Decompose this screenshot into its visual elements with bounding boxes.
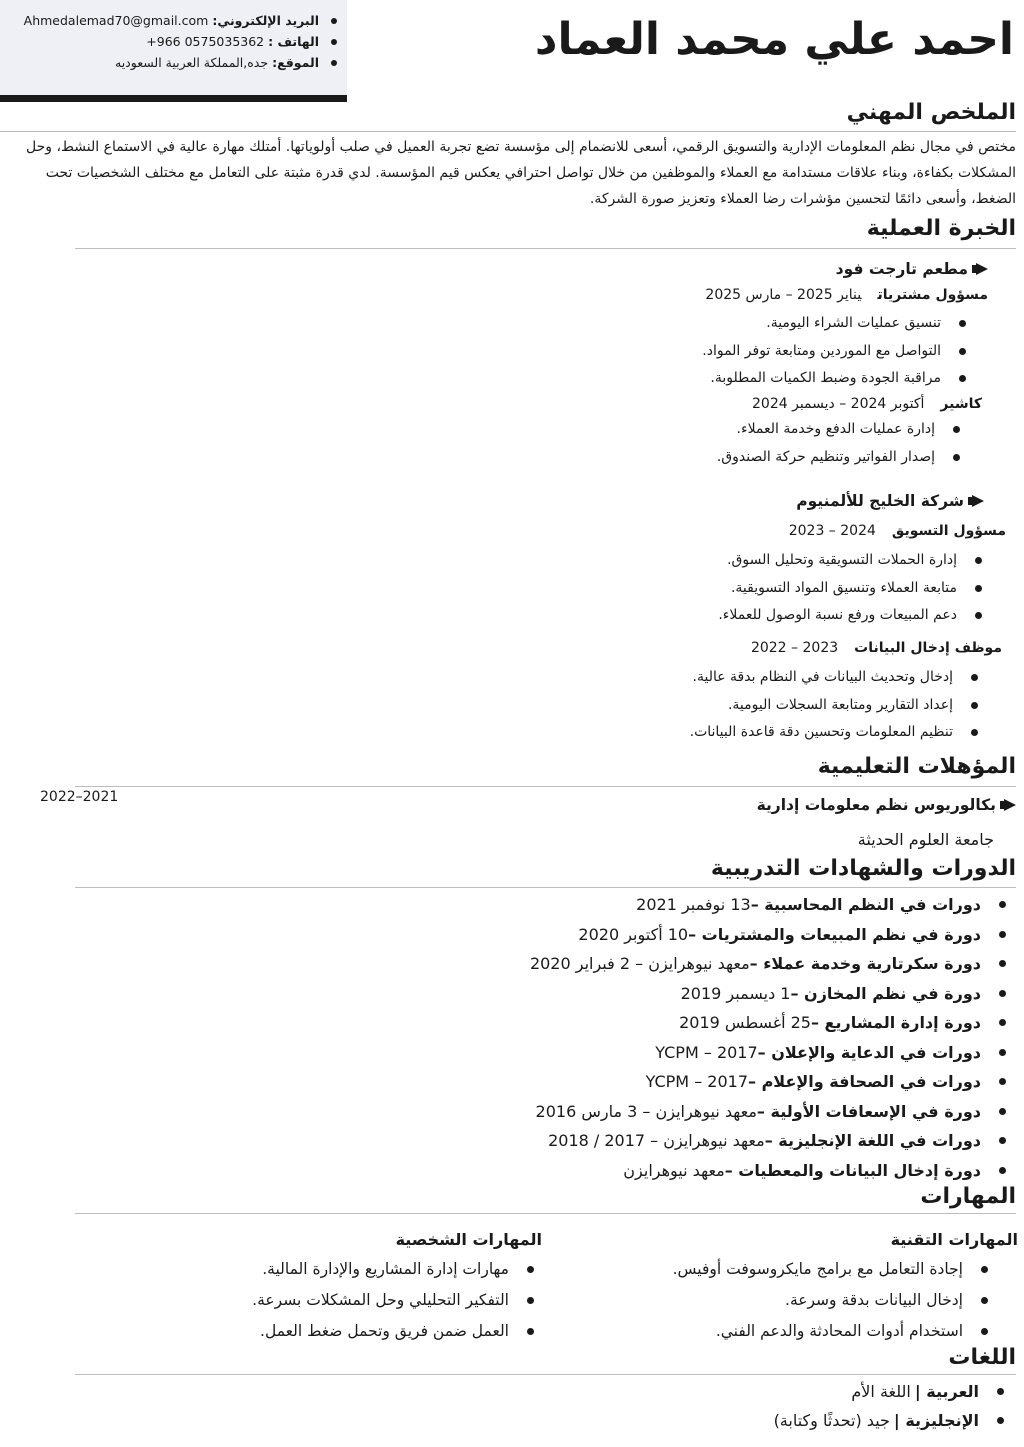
bullet-icon — [999, 901, 1006, 908]
education-rule — [75, 786, 1016, 787]
list-item: إدخال البيانات بدقة وسرعة. — [673, 1285, 988, 1316]
list-item: دورة سكرتارية وخدمة عملاء – معهد نيوهرايزن – 2 فبراير 2020 — [530, 949, 1006, 979]
list-item: التفكير التحليلي وحل المشكلات بسرعة. — [252, 1285, 534, 1316]
bullet-icon — [999, 931, 1006, 938]
personal-skills-title: المهارات الشخصية — [395, 1230, 542, 1249]
bullet-icon — [999, 960, 1006, 967]
role-period: يناير 2025 – مارس 2025 — [705, 287, 862, 303]
list-item: تنسيق عمليات الشراء اليومية. — [702, 310, 966, 338]
languages-rule — [75, 1374, 1016, 1375]
role-duties — [690, 664, 978, 747]
role-period: أكتوبر 2024 – ديسمبر 2024 — [752, 396, 925, 412]
role-line — [705, 287, 988, 303]
list-item: إدخال وتحديث البيانات في النظام بدقة عالية. — [690, 664, 978, 692]
phone-value[interactable]: +966 0575035362 — [146, 34, 265, 49]
role-title: مسؤول مشتريات — [877, 287, 988, 303]
languages-list — [774, 1377, 1004, 1435]
list-item: استخدام أدوات المحادثة والدعم الفني. — [673, 1316, 988, 1347]
bullet-icon — [971, 674, 978, 681]
bullet-icon — [999, 1108, 1006, 1115]
school-name: جامعة العلوم الحديثة — [857, 830, 994, 849]
location-label: الموقع: — [272, 55, 319, 70]
bullet-icon — [999, 1078, 1006, 1085]
bullet-icon — [997, 1417, 1004, 1424]
list-item: دورات في اللغة الإنجليزية – معهد نيوهرايزن – 2017 / 2018 — [530, 1126, 1006, 1156]
degree-name: بكالوريوس نظم معلومات إدارية — [757, 796, 1016, 814]
bullet-icon — [981, 1297, 988, 1304]
education-title: المؤهلات التعليمية — [817, 754, 1016, 779]
list-item: إصدار الفواتير وتنظيم حركة الصندوق. — [717, 444, 960, 472]
bullet-icon — [975, 557, 982, 564]
courses-list — [530, 890, 1006, 1185]
bullet-icon — [999, 1049, 1006, 1056]
flag-icon — [976, 263, 988, 275]
list-item: العمل ضمن فريق وتحمل ضغط العمل. — [252, 1316, 534, 1347]
courses-rule — [75, 887, 1016, 888]
bullet-icon — [999, 990, 1006, 997]
summary-title: الملخص المهني — [846, 100, 1016, 125]
role-duties — [717, 416, 960, 471]
bullet-icon — [981, 1266, 988, 1273]
role-period: 2024 – 2023 — [788, 523, 876, 539]
list-item: إدارة الحملات التسويقية وتحليل السوق. — [718, 547, 982, 575]
bullet-icon — [527, 1328, 534, 1335]
bullet-icon — [953, 454, 960, 461]
list-item: مراقبة الجودة وضبط الكميات المطلوبة. — [702, 365, 966, 393]
personal-skills-list — [252, 1254, 534, 1347]
bullet-icon — [331, 60, 337, 66]
bullet-icon — [999, 1137, 1006, 1144]
list-item: الإنجليزية | جيد (تحدثًا وكتابة) — [774, 1406, 1004, 1435]
list-item: دورات في الدعاية والإعلان – 2017 – YCPM — [530, 1038, 1006, 1068]
bullet-icon — [975, 612, 982, 619]
list-item: دعم المبيعات ورفع نسبة الوصول للعملاء. — [718, 602, 982, 630]
list-item: تنظيم المعلومات وتحسين دقة قاعدة البيانات. — [690, 719, 978, 747]
list-item: العربية | اللغة الأم — [774, 1377, 1004, 1406]
company-name: مطعم تارجت فود — [836, 260, 988, 278]
list-item: دورات في النظم المحاسبية – 13 نوفمبر 2021 — [530, 890, 1006, 920]
bullet-icon — [971, 702, 978, 709]
flag-icon — [1004, 799, 1016, 811]
bullet-icon — [999, 1167, 1006, 1174]
list-item: دورات في الصحافة والإعلام – 2017 – YCPM — [530, 1067, 1006, 1097]
bullet-icon — [959, 320, 966, 327]
full-name: احمد علي محمد العماد — [534, 14, 1014, 65]
role-title: موظف إدخال البيانات — [854, 640, 1002, 656]
bullet-icon — [975, 585, 982, 592]
email-value[interactable]: Ahmedalemad70@gmail.com — [23, 13, 209, 28]
role-duties — [718, 547, 982, 630]
experience-rule — [75, 248, 1016, 249]
bullet-icon — [971, 729, 978, 736]
role-duties — [702, 310, 966, 393]
courses-title: الدورات والشهادات التدريبية — [710, 856, 1016, 881]
bullet-icon — [981, 1328, 988, 1335]
list-item: إجادة التعامل مع برامج مايكروسوفت أوفيس. — [673, 1254, 988, 1285]
flag-icon — [972, 495, 984, 507]
bullet-icon — [999, 1019, 1006, 1026]
list-item: دورة في نظم المخازن – 1 ديسمبر 2019 — [530, 979, 1006, 1009]
list-item: دورة إدخال البيانات والمعطيات – معهد نيوهرايزن — [530, 1156, 1006, 1186]
bullet-icon — [959, 375, 966, 382]
contact-phone — [0, 31, 337, 52]
skills-title: المهارات — [920, 1184, 1016, 1209]
summary-text: مختص في مجال نظم المعلومات الإدارية والتسويق الرقمي، أسعى للانضمام إلى مؤسسة تضع تجربة العميل في صلب أولوياتها. أمتلك مهارة عالية في الاستماع النشط، وحل المشكلات بكفاءة، وبناء علاقات مستدامة مع العملاء والموظفين من خلال تواصل احترافي يعكس قيم المؤسسة. لدي قدرة مثبتة على التعامل مع مختلف الشخصيات تحت الضغط، وأسعى دائمًا لتحسين مؤشرات رضا العملاء وتعزيز صورة الشركة. — [26, 139, 1016, 207]
list-item: التواصل مع الموردين ومتابعة توفر المواد. — [702, 338, 966, 366]
bullet-icon — [527, 1297, 534, 1304]
languages-title: اللغات — [948, 1345, 1016, 1370]
role-line — [751, 640, 1002, 656]
bullet-icon — [527, 1266, 534, 1273]
role-title: مسؤول التسويق — [891, 523, 1006, 539]
bullet-icon — [997, 1388, 1004, 1395]
contact-location — [0, 52, 337, 73]
phone-label: الهاتف : — [268, 34, 319, 49]
email-label: البريد الإلكتروني: — [212, 13, 319, 28]
list-item: دورة إدارة المشاريع – 25 أغسطس 2019 — [530, 1008, 1006, 1038]
list-item: إعداد التقارير ومتابعة السجلات اليومية. — [690, 692, 978, 720]
technical-skills-title: المهارات التقنية — [890, 1230, 1018, 1249]
experience-title: الخبرة العملية — [866, 216, 1016, 241]
role-line — [752, 396, 982, 412]
company-name: شركة الخليج للألمنيوم — [796, 492, 984, 510]
role-period: 2023 – 2022 — [750, 640, 839, 656]
location-value: جده,المملكة العربية السعوديه — [115, 55, 269, 70]
summary-rule — [0, 131, 1016, 132]
bullet-icon — [959, 348, 966, 355]
list-item: دورة في نظم المبيعات والمشتريات – 10 أكتوبر 2020 — [530, 920, 1006, 950]
education-years: 2021–2022 — [40, 789, 119, 805]
contact-email — [0, 10, 337, 31]
list-item: دورة في الإسعافات الأولية – معهد نيوهرايزن – 3 مارس 2016 — [530, 1097, 1006, 1127]
skills-rule — [75, 1213, 1016, 1214]
role-title: كاشير — [940, 396, 982, 412]
contact-box — [0, 0, 347, 102]
list-item: إدارة عمليات الدفع وخدمة العملاء. — [717, 416, 960, 444]
list-item: متابعة العملاء وتنسيق المواد التسويقية. — [718, 575, 982, 603]
role-line — [789, 523, 1006, 539]
bullet-icon — [953, 426, 960, 433]
bullet-icon — [331, 39, 337, 45]
list-item: مهارات إدارة المشاريع والإدارة المالية. — [252, 1254, 534, 1285]
bullet-icon — [331, 18, 337, 24]
technical-skills-list — [673, 1254, 988, 1347]
